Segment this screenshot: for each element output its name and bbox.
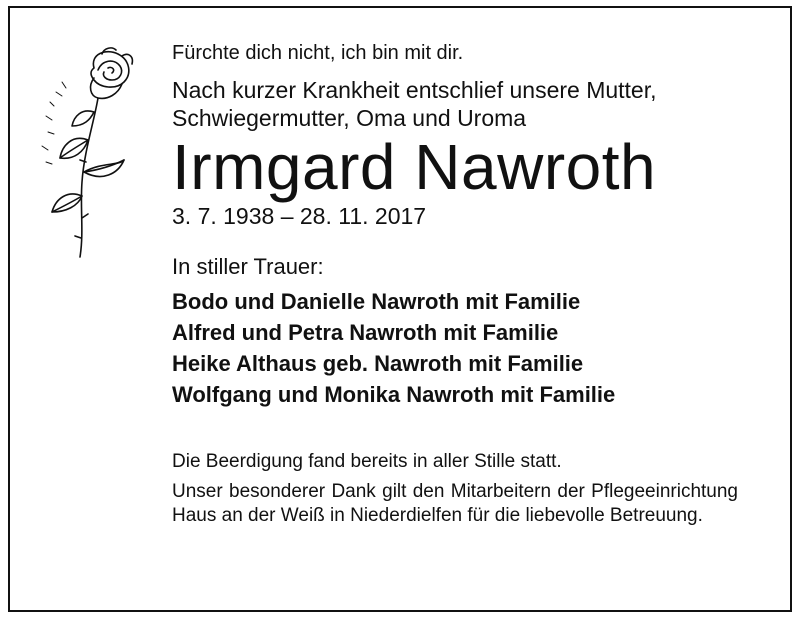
rose-icon xyxy=(32,42,142,262)
mourner-entry: Wolfgang und Monika Nawroth mit Familie xyxy=(172,382,616,407)
funeral-note: Die Beerdigung fand bereits in aller Stille statt. xyxy=(172,451,562,472)
deceased-name: Irmgard Nawroth xyxy=(172,131,657,203)
mourner-entry: Heike Althaus geb. Nawroth mit Familie xyxy=(172,351,584,376)
obituary-notice xyxy=(8,6,792,612)
life-dates: 3. 7. 1938 – 28. 11. 2017 xyxy=(172,203,427,229)
intro-line: Nach kurzer Krankheit entschlief unsere Mutter, xyxy=(172,77,657,103)
mourners-label: In stiller Trauer: xyxy=(172,254,324,279)
mourner-entry: Alfred und Petra Nawroth mit Familie xyxy=(172,320,559,345)
thanks-note: Unser besonderer Dank gilt den Mitarbeitern der Pflegeeinrichtung Haus an der Weiß in Niederdielfen für die liebevolle Betreuung. xyxy=(172,481,738,526)
intro-line: Schwiegermutter, Oma und Uroma xyxy=(172,105,527,131)
notice-text-column xyxy=(172,32,752,528)
mourner-entry: Bodo und Danielle Nawroth mit Familie xyxy=(172,289,581,314)
motto: Fürchte dich nicht, ich bin mit dir. xyxy=(172,42,464,64)
